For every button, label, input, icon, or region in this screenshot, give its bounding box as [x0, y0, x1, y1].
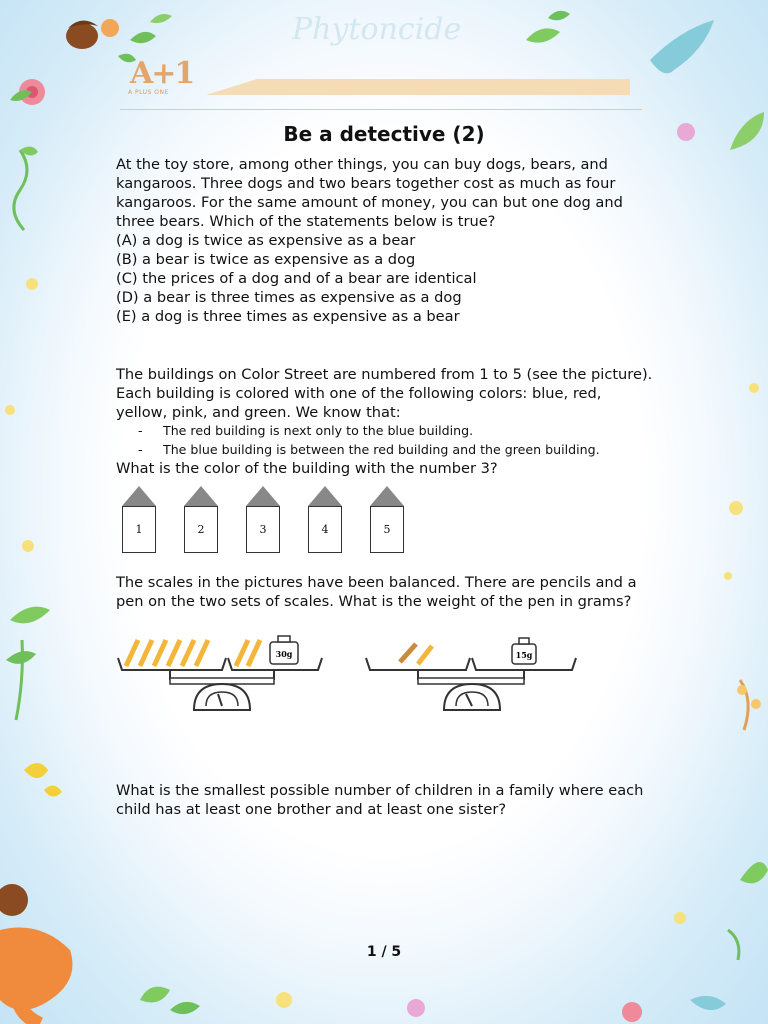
condition-1: The red building is next only to the blue building. — [163, 423, 474, 438]
condition-item: - The red building is next only to the blue building. — [138, 423, 474, 438]
building-4 — [308, 486, 342, 552]
question-1 — [116, 155, 656, 326]
scales-picture — [114, 630, 584, 716]
option-a: (A) a dog is twice as expensive as a bear — [116, 232, 416, 249]
building-number: 3 — [246, 506, 280, 553]
buildings-picture — [122, 486, 412, 554]
building-5 — [370, 486, 404, 552]
building-number: 4 — [308, 506, 342, 553]
question-2-question: What is the color of the building with the number 3? — [116, 460, 498, 477]
condition-2: The blue building is between the red building and the green building. — [163, 442, 600, 457]
page-number: 1 / 5 — [366, 944, 402, 960]
page-title: Be a detective (2) — [283, 122, 485, 146]
pencil-icon — [418, 646, 432, 664]
watermark-text: Phytoncide — [292, 12, 462, 47]
roof-shape — [122, 486, 156, 506]
roof-shape — [308, 486, 342, 506]
roof-shape — [370, 486, 404, 506]
building-number: 5 — [370, 506, 404, 553]
option-b: (B) a bear is twice as expensive as a dog — [116, 251, 416, 268]
building-3 — [246, 486, 280, 552]
question-4-text: What is the smallest possible number of children in a family where each child has at least one brother and at least one sister? — [116, 782, 644, 818]
question-2-text: The buildings on Color Street are numbered from 1 to 5 (see the picture). Each building is colored with one of the following colors: blue, red, yellow, pink, and green. We know that: — [116, 366, 653, 421]
option-e: (E) a dog is three times as expensive as a bear — [116, 308, 460, 325]
logo — [128, 56, 194, 96]
roof-shape — [246, 486, 280, 506]
pencil-icon — [126, 640, 260, 666]
pen-icon — [400, 644, 416, 662]
condition-item: - The blue building is between the red building and the green building. — [138, 442, 600, 457]
option-c: (C) the prices of a dog and of a bear are identical — [116, 270, 477, 287]
right-scale — [366, 638, 576, 710]
building-2 — [184, 486, 218, 552]
building-number: 2 — [184, 506, 218, 553]
question-2-conditions — [138, 421, 658, 459]
header-divider — [120, 109, 642, 110]
left-scale — [118, 636, 322, 710]
weight-label-15g: 15g — [515, 650, 533, 660]
question-3-text: The scales in the pictures have been balanced. There are pencils and a pen on the two sets of scales. What is the weight of the pen in grams? — [116, 574, 637, 610]
header-decorative-bar — [206, 79, 630, 95]
weight-label-30g: 30g — [275, 649, 293, 659]
option-d: (D) a bear is three times as expensive as a dog — [116, 289, 462, 306]
logo-subtitle: A PLUS ONE — [128, 89, 169, 96]
building-number: 1 — [122, 506, 156, 553]
question-1-text: At the toy store, among other things, you can buy dogs, bears, and kangaroos. Three dogs and two bears together cost as much as four kangaroos. For the same amount of money, you can but one dog and three bears. Which of the statements below is true? — [116, 156, 623, 230]
roof-shape — [184, 486, 218, 506]
logo-text: A+1 — [130, 56, 194, 91]
building-1 — [122, 486, 156, 552]
